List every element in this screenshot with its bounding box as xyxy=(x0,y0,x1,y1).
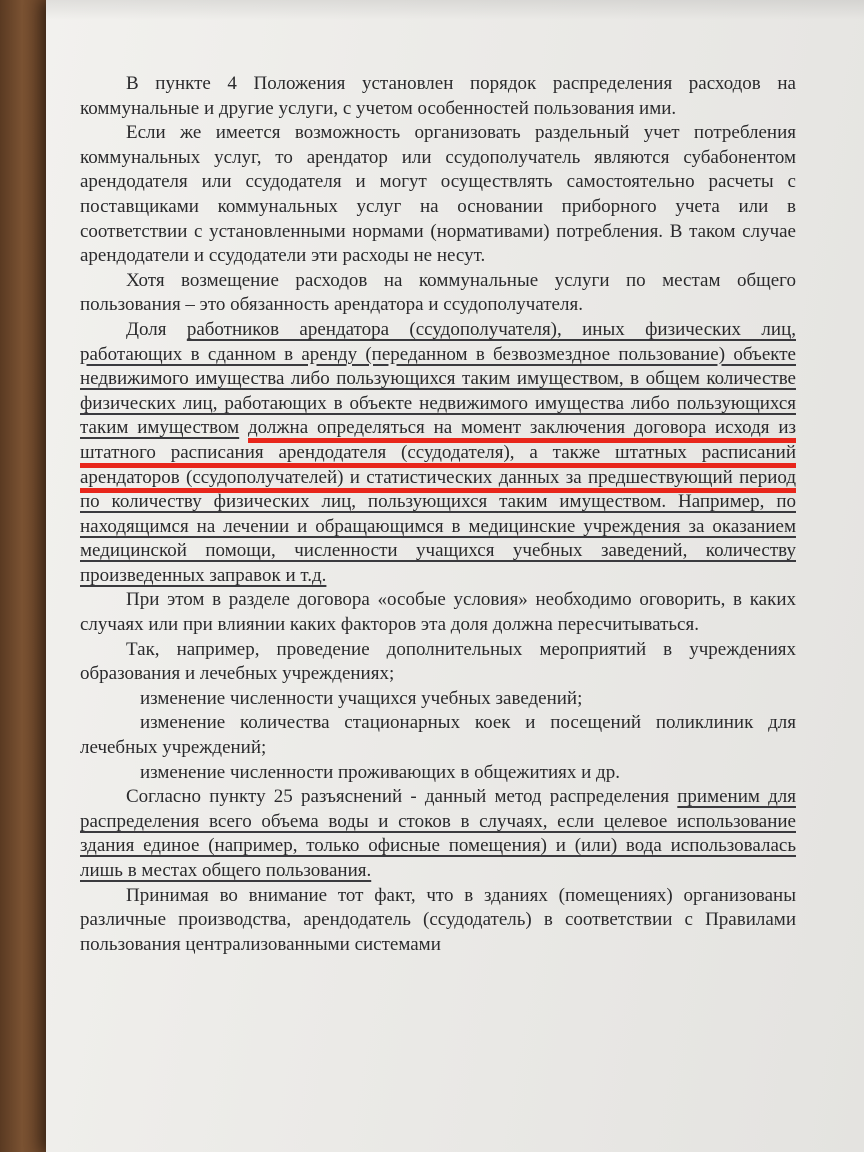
paragraph xyxy=(80,785,796,883)
list-item-paragraph xyxy=(80,687,796,712)
paragraph xyxy=(80,72,796,121)
pen-underlined-text: применим для распределения всего объема воды и стоков в случаях, если целевое использование здания единое (например, только офисные помещения) и (или) вода использовалась лишь в местах общего пользования. xyxy=(80,786,796,881)
paragraph-text: Согласно пункту 25 разъяснений - данный метод распределения xyxy=(126,786,678,808)
paragraph-text: изменение численности проживающих в общежитиях и др. xyxy=(140,761,620,783)
paragraph-text xyxy=(239,417,248,438)
paragraph-text: Если же имеется возможность организовать раздельный учет потребления коммунальных услуг, то арендатор или ссудополучатель являются субабонентом арендодателя или ссудодателя и могут осуществлять самостоятельно расчеты с поставщиками коммунальных услуг на основании приборного учета или в соответствии с установленными нормами (нормативами) потребления. В таком случае арендодатели и ссудодатели эти расходы не несут. xyxy=(80,122,796,267)
list-item-paragraph xyxy=(80,761,796,786)
paragraph-text: Принимая во внимание тот факт, что в зданиях (помещениях) организованы различные производства, арендодатель (ссудодатель) в соответствии с Правилами пользования централизованными системами xyxy=(80,884,796,955)
paragraph-text: Доля xyxy=(126,318,187,340)
paragraph xyxy=(80,884,796,958)
paragraph-text: Так, например, проведение дополнительных мероприятий в учреждениях образования и лечебных учреждениях; xyxy=(80,638,796,685)
pen-underlined-text: работников арендатора (ссудополучателя), иных физических лиц, работающих в сданном в аренду (переданном в безвозмездное пользование) объекте недвижимого имущества либо пользующихся таким имуществом, в общем количестве физических лиц, работающих в объекте недвижимого имущества либо пользующихся таким имуществом xyxy=(80,318,796,439)
paragraph-text: изменение количества стационарных коек и посещений поликлиник для лечебных учреждений; xyxy=(80,712,796,759)
red-underlined-text: должна определяться на момент заключения договора исходя из штатного расписания арендодателя (ссудодателя), а также штатных расписаний арендаторов (ссудополучателей) и статистических данных за предшествующий период xyxy=(80,417,796,488)
paragraph-text: изменение численности учащихся учебных заведений; xyxy=(140,687,583,709)
pen-underlined-text: по количеству физических лиц, пользующихся таким имуществом. Например, по находящимся на лечении и обращающимся в медицинские учреждения за оказанием медицинской помощи, численности учащихся учебных заведений, количеству произведенных заправок и т.д. xyxy=(80,491,796,586)
page-shadow xyxy=(46,0,864,20)
paragraph xyxy=(80,269,796,318)
paragraph-text: При этом в разделе договора «особые условия» необходимо оговорить, в каких случаях или при влиянии каких факторов эта доля должна пересчитываться. xyxy=(80,589,796,636)
paragraph xyxy=(80,638,796,687)
paragraph xyxy=(80,318,796,589)
paragraph-text: В пункте 4 Положения установлен порядок распределения расходов на коммунальные и другие услуги, с учетом особенностей пользования ими. xyxy=(80,73,796,119)
document-body xyxy=(80,72,796,957)
paragraph xyxy=(80,588,796,637)
paragraph xyxy=(80,121,796,269)
list-item-paragraph xyxy=(80,711,796,760)
paragraph-text: Хотя возмещение расходов на коммунальные услуги по местам общего пользования – это обязанность арендатора и ссудополучателя. xyxy=(80,269,796,316)
